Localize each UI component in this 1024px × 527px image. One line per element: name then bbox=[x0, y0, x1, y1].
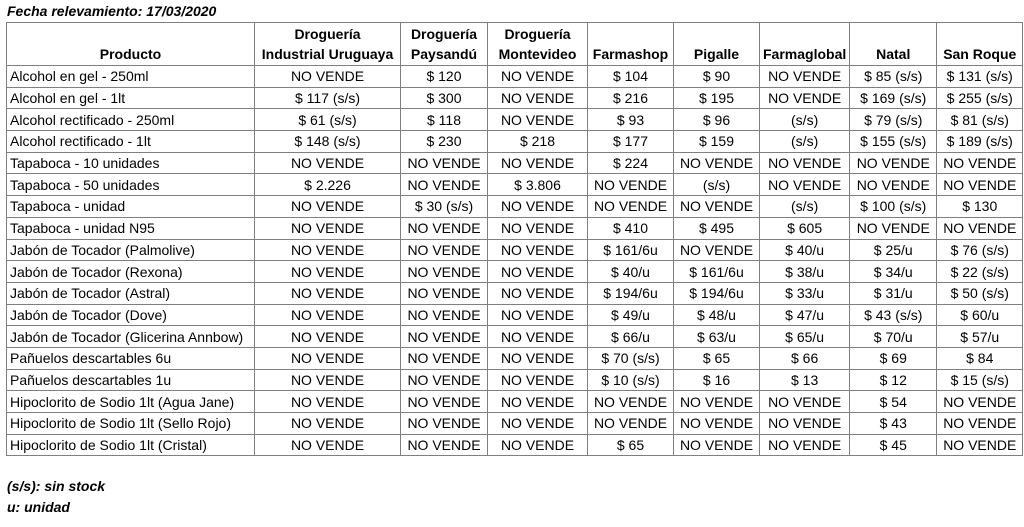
price-cell: NO VENDE bbox=[255, 347, 401, 369]
column-header bbox=[937, 23, 1023, 66]
survey-date-title: Fecha relevamiento: 17/03/2020 bbox=[7, 3, 217, 19]
product-name-cell: Jabón de Tocador (Dove) bbox=[7, 304, 255, 326]
price-cell: NO VENDE bbox=[401, 261, 488, 283]
price-cell: $ 43 bbox=[850, 413, 937, 435]
price-cell: NO VENDE bbox=[850, 152, 937, 174]
price-cell: NO VENDE bbox=[401, 239, 488, 261]
price-cell: NO VENDE bbox=[255, 282, 401, 304]
table-row bbox=[7, 326, 1023, 348]
column-header bbox=[488, 23, 588, 66]
table-row bbox=[7, 217, 1023, 239]
price-cell: NO VENDE bbox=[937, 391, 1023, 413]
price-cell: $ 66 bbox=[760, 347, 850, 369]
table-row bbox=[7, 131, 1023, 153]
price-cell: NO VENDE bbox=[488, 109, 588, 131]
price-cell: NO VENDE bbox=[401, 391, 488, 413]
price-cell: NO VENDE bbox=[255, 196, 401, 218]
product-name-cell: Jabón de Tocador (Palmolive) bbox=[7, 239, 255, 261]
table-row bbox=[7, 304, 1023, 326]
price-cell: $ 120 bbox=[401, 66, 488, 88]
price-cell: $ 177 bbox=[588, 131, 674, 153]
price-cell: $ 76 (s/s) bbox=[937, 239, 1023, 261]
price-cell: $ 155 (s/s) bbox=[850, 131, 937, 153]
product-name-cell: Hipoclorito de Sodio 1lt (Sello Rojo) bbox=[7, 413, 255, 435]
price-cell: NO VENDE bbox=[488, 413, 588, 435]
price-cell: NO VENDE bbox=[255, 66, 401, 88]
table-row bbox=[7, 391, 1023, 413]
price-cell: NO VENDE bbox=[674, 239, 760, 261]
price-cell: NO VENDE bbox=[937, 152, 1023, 174]
table-row bbox=[7, 282, 1023, 304]
table-row bbox=[7, 152, 1023, 174]
column-header bbox=[588, 23, 674, 66]
column-header-text: Pigalle bbox=[693, 46, 740, 62]
column-header-text: Droguería bbox=[504, 26, 571, 42]
table-row bbox=[7, 239, 1023, 261]
column-header-text: Farmaglobal bbox=[763, 46, 847, 62]
price-cell: $ 66/u bbox=[588, 326, 674, 348]
price-cell: NO VENDE bbox=[255, 152, 401, 174]
price-cell: $ 118 bbox=[401, 109, 488, 131]
product-name-cell: Tapaboca - unidad bbox=[7, 196, 255, 218]
price-cell: $ 194/6u bbox=[674, 282, 760, 304]
price-cell: $ 84 bbox=[937, 347, 1023, 369]
price-cell: NO VENDE bbox=[255, 217, 401, 239]
column-header-text: Natal bbox=[876, 46, 911, 62]
price-cell: $ 410 bbox=[588, 217, 674, 239]
price-cell: (s/s) bbox=[760, 131, 850, 153]
price-cell: $ 47/u bbox=[760, 304, 850, 326]
column-header-text: Droguería bbox=[294, 26, 361, 42]
price-cell: NO VENDE bbox=[674, 413, 760, 435]
price-cell: NO VENDE bbox=[937, 174, 1023, 196]
price-cell: NO VENDE bbox=[488, 347, 588, 369]
price-cell: NO VENDE bbox=[401, 152, 488, 174]
column-header-text: Montevideo bbox=[498, 46, 577, 62]
product-name-cell: Alcohol rectificado - 1lt bbox=[7, 131, 255, 153]
price-cell: $ 57/u bbox=[937, 326, 1023, 348]
price-cell: NO VENDE bbox=[255, 326, 401, 348]
price-cell: NO VENDE bbox=[255, 391, 401, 413]
price-cell: $ 161/6u bbox=[674, 261, 760, 283]
table-row bbox=[7, 261, 1023, 283]
price-cell: NO VENDE bbox=[488, 217, 588, 239]
price-cell: $ 230 bbox=[401, 131, 488, 153]
price-cell: $ 60/u bbox=[937, 304, 1023, 326]
price-cell: NO VENDE bbox=[488, 304, 588, 326]
price-cell: $ 148 (s/s) bbox=[255, 131, 401, 153]
price-cell: $ 31/u bbox=[850, 282, 937, 304]
product-name-cell: Pañuelos descartables 6u bbox=[7, 347, 255, 369]
price-cell: NO VENDE bbox=[488, 152, 588, 174]
price-cell: $ 48/u bbox=[674, 304, 760, 326]
price-cell: $ 117 (s/s) bbox=[255, 87, 401, 109]
price-cell: $ 65 bbox=[588, 434, 674, 456]
column-header-text: Paysandú bbox=[410, 46, 478, 62]
price-cell: $ 25/u bbox=[850, 239, 937, 261]
price-cell: NO VENDE bbox=[588, 413, 674, 435]
price-cell: $ 189 (s/s) bbox=[937, 131, 1023, 153]
price-cell: NO VENDE bbox=[674, 152, 760, 174]
price-cell: NO VENDE bbox=[674, 196, 760, 218]
product-name-cell: Alcohol rectificado - 250ml bbox=[7, 109, 255, 131]
price-cell: NO VENDE bbox=[255, 239, 401, 261]
table-row bbox=[7, 369, 1023, 391]
price-cell: NO VENDE bbox=[488, 66, 588, 88]
price-cell: $ 495 bbox=[674, 217, 760, 239]
table-row bbox=[7, 66, 1023, 88]
price-cell: NO VENDE bbox=[850, 174, 937, 196]
price-cell: $ 3.806 bbox=[488, 174, 588, 196]
product-name-cell: Tapaboca - 50 unidades bbox=[7, 174, 255, 196]
table-body bbox=[7, 66, 1023, 456]
price-cell: $ 45 bbox=[850, 434, 937, 456]
column-header-text: San Roque bbox=[943, 46, 1017, 62]
price-cell: NO VENDE bbox=[401, 282, 488, 304]
price-cell: $ 40/u bbox=[588, 261, 674, 283]
product-name-cell: Jabón de Tocador (Astral) bbox=[7, 282, 255, 304]
product-name-cell: Jabón de Tocador (Rexona) bbox=[7, 261, 255, 283]
price-cell: $ 96 bbox=[674, 109, 760, 131]
price-cell: NO VENDE bbox=[760, 152, 850, 174]
price-cell: NO VENDE bbox=[488, 261, 588, 283]
price-cell: $ 65/u bbox=[760, 326, 850, 348]
price-cell: NO VENDE bbox=[401, 304, 488, 326]
price-cell: $ 10 (s/s) bbox=[588, 369, 674, 391]
column-header-text: Industrial Uruguaya bbox=[261, 46, 394, 62]
product-name-cell: Alcohol en gel - 250ml bbox=[7, 66, 255, 88]
column-header bbox=[760, 23, 850, 66]
price-cell: $ 63/u bbox=[674, 326, 760, 348]
price-cell: $ 50 (s/s) bbox=[937, 282, 1023, 304]
price-cell: NO VENDE bbox=[588, 174, 674, 196]
price-cell: NO VENDE bbox=[488, 434, 588, 456]
price-cell: NO VENDE bbox=[674, 434, 760, 456]
price-cell: NO VENDE bbox=[937, 434, 1023, 456]
price-cell: $ 40/u bbox=[760, 239, 850, 261]
table-row bbox=[7, 347, 1023, 369]
product-name-cell: Pañuelos descartables 1u bbox=[7, 369, 255, 391]
price-cell: $ 85 (s/s) bbox=[850, 66, 937, 88]
price-cell: NO VENDE bbox=[488, 239, 588, 261]
price-cell: $ 2.226 bbox=[255, 174, 401, 196]
column-header bbox=[255, 23, 401, 66]
column-header-producto bbox=[7, 23, 255, 66]
product-name-cell: Hipoclorito de Sodio 1lt (Agua Jane) bbox=[7, 391, 255, 413]
price-cell: $ 12 bbox=[850, 369, 937, 391]
price-cell: NO VENDE bbox=[255, 369, 401, 391]
price-cell: $ 218 bbox=[488, 131, 588, 153]
price-cell: $ 161/6u bbox=[588, 239, 674, 261]
price-cell: NO VENDE bbox=[401, 326, 488, 348]
price-cell: NO VENDE bbox=[401, 347, 488, 369]
price-cell: NO VENDE bbox=[760, 391, 850, 413]
price-cell: NO VENDE bbox=[401, 369, 488, 391]
price-cell: $ 300 bbox=[401, 87, 488, 109]
price-cell: $ 16 bbox=[674, 369, 760, 391]
price-cell: $ 30 (s/s) bbox=[401, 196, 488, 218]
price-cell: $ 605 bbox=[760, 217, 850, 239]
column-header bbox=[850, 23, 937, 66]
price-cell: NO VENDE bbox=[488, 196, 588, 218]
price-cell: NO VENDE bbox=[255, 413, 401, 435]
price-cell: $ 15 (s/s) bbox=[937, 369, 1023, 391]
table-row bbox=[7, 87, 1023, 109]
note-sin-stock: (s/s): sin stock bbox=[7, 478, 106, 494]
product-name-cell: Alcohol en gel - 1lt bbox=[7, 87, 255, 109]
product-name-cell: Hipoclorito de Sodio 1lt (Cristal) bbox=[7, 434, 255, 456]
column-header-text: Producto bbox=[99, 46, 162, 62]
column-header-text: Droguería bbox=[410, 26, 478, 42]
price-cell: NO VENDE bbox=[401, 174, 488, 196]
price-cell: NO VENDE bbox=[760, 434, 850, 456]
price-cell: $ 100 (s/s) bbox=[850, 196, 937, 218]
price-cell: NO VENDE bbox=[488, 391, 588, 413]
price-cell: NO VENDE bbox=[488, 282, 588, 304]
price-cell: NO VENDE bbox=[255, 434, 401, 456]
price-cell: $ 13 bbox=[760, 369, 850, 391]
price-cell: $ 43 (s/s) bbox=[850, 304, 937, 326]
price-cell: $ 38/u bbox=[760, 261, 850, 283]
note-unidad: u: unidad bbox=[7, 499, 70, 515]
price-cell: NO VENDE bbox=[937, 413, 1023, 435]
price-cell: NO VENDE bbox=[760, 66, 850, 88]
price-cell: $ 69 bbox=[850, 347, 937, 369]
price-cell: NO VENDE bbox=[760, 174, 850, 196]
column-header-text: Farmashop bbox=[592, 46, 669, 62]
product-name-cell: Tapaboca - unidad N95 bbox=[7, 217, 255, 239]
price-cell: NO VENDE bbox=[401, 217, 488, 239]
price-cell: $ 22 (s/s) bbox=[937, 261, 1023, 283]
column-header bbox=[401, 23, 488, 66]
price-cell: $ 54 bbox=[850, 391, 937, 413]
price-cell: NO VENDE bbox=[488, 326, 588, 348]
product-name-cell: Jabón de Tocador (Glicerina Annbow) bbox=[7, 326, 255, 348]
price-cell: $ 130 bbox=[937, 196, 1023, 218]
price-cell: $ 34/u bbox=[850, 261, 937, 283]
product-name-cell: Tapaboca - 10 unidades bbox=[7, 152, 255, 174]
price-cell: NO VENDE bbox=[760, 413, 850, 435]
price-cell: $ 224 bbox=[588, 152, 674, 174]
table-row bbox=[7, 196, 1023, 218]
price-cell: NO VENDE bbox=[401, 413, 488, 435]
price-cell: (s/s) bbox=[760, 109, 850, 131]
price-cell: (s/s) bbox=[674, 174, 760, 196]
price-cell: NO VENDE bbox=[255, 304, 401, 326]
price-cell: $ 70 (s/s) bbox=[588, 347, 674, 369]
price-cell: $ 81 (s/s) bbox=[937, 109, 1023, 131]
price-cell: $ 131 (s/s) bbox=[937, 66, 1023, 88]
price-cell: NO VENDE bbox=[588, 391, 674, 413]
price-cell: NO VENDE bbox=[488, 87, 588, 109]
price-cell: NO VENDE bbox=[255, 261, 401, 283]
price-cell: NO VENDE bbox=[760, 87, 850, 109]
table-row bbox=[7, 413, 1023, 435]
price-cell: NO VENDE bbox=[401, 434, 488, 456]
column-header bbox=[674, 23, 760, 66]
price-cell: NO VENDE bbox=[588, 196, 674, 218]
price-cell: $ 61 (s/s) bbox=[255, 109, 401, 131]
price-cell: (s/s) bbox=[760, 196, 850, 218]
table-row bbox=[7, 434, 1023, 456]
price-cell: $ 93 bbox=[588, 109, 674, 131]
price-cell: $ 90 bbox=[674, 66, 760, 88]
price-cell: $ 79 (s/s) bbox=[850, 109, 937, 131]
price-cell: $ 255 (s/s) bbox=[937, 87, 1023, 109]
price-cell: $ 216 bbox=[588, 87, 674, 109]
table-header-row bbox=[7, 23, 1023, 66]
price-cell: NO VENDE bbox=[674, 391, 760, 413]
price-cell: $ 33/u bbox=[760, 282, 850, 304]
price-cell: $ 70/u bbox=[850, 326, 937, 348]
price-cell: NO VENDE bbox=[937, 217, 1023, 239]
price-cell: $ 65 bbox=[674, 347, 760, 369]
table-row bbox=[7, 174, 1023, 196]
price-cell: $ 159 bbox=[674, 131, 760, 153]
price-cell: $ 49/u bbox=[588, 304, 674, 326]
price-cell: $ 169 (s/s) bbox=[850, 87, 937, 109]
price-cell: $ 195 bbox=[674, 87, 760, 109]
table-row bbox=[7, 109, 1023, 131]
price-cell: $ 194/6u bbox=[588, 282, 674, 304]
price-cell: $ 104 bbox=[588, 66, 674, 88]
price-cell: NO VENDE bbox=[850, 217, 937, 239]
price-cell: NO VENDE bbox=[488, 369, 588, 391]
price-table bbox=[6, 22, 1023, 456]
